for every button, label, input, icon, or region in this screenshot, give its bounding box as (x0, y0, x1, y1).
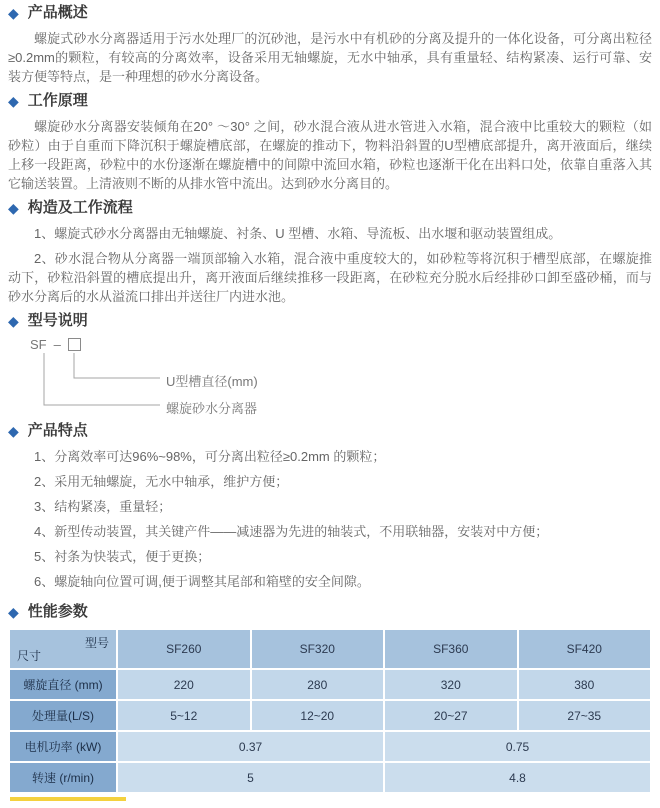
model-column-header: SF420 (519, 630, 651, 668)
corner-size-label: 尺寸 (17, 649, 42, 663)
section-title: 型号说明 (27, 312, 88, 329)
section-heading-structure (8, 199, 652, 217)
table-cell-merged: 0.37 (118, 732, 383, 761)
table-corner-cell (10, 630, 116, 668)
feature-item: 3、结构紧凑，重量轻； (34, 499, 172, 514)
table-row (10, 670, 650, 699)
row-label: 处理量(L/S) (10, 701, 116, 730)
diamond-bullet-icon: ◆ (8, 93, 19, 109)
bottom-yellow-strip (10, 797, 126, 801)
section-heading-principle (8, 92, 652, 110)
section-heading-overview (8, 4, 652, 22)
table-cell: 5~12 (118, 701, 250, 730)
performance-table (8, 628, 652, 794)
callout-lines (8, 337, 648, 417)
section-title: 工作原理 (27, 92, 88, 109)
section-title: 性能参数 (27, 603, 88, 620)
section-title: 产品特点 (27, 422, 88, 439)
table-cell-merged: 4.8 (385, 763, 650, 792)
table-cell: 280 (252, 670, 384, 699)
section-title: 产品概述 (27, 4, 88, 21)
table-cell-merged: 0.75 (385, 732, 650, 761)
box-callout-label: U型槽直径(mm) (166, 374, 258, 389)
corner-model-label: 型号 (84, 636, 109, 650)
feature-item: 5、衬条为快装式，便于更换； (34, 549, 211, 564)
row-label: 电机功率 (kW) (10, 732, 116, 761)
diamond-bullet-icon: ◆ (8, 5, 19, 21)
row-label: 转速 (r/min) (10, 763, 116, 792)
model-code-diagram (8, 337, 652, 417)
diamond-bullet-icon: ◆ (8, 604, 19, 620)
model-code (30, 337, 81, 352)
table-cell: 20~27 (385, 701, 517, 730)
model-column-header: SF360 (385, 630, 517, 668)
feature-item: 1、分离效率可达96%~98%，可分离出粒径≥0.2mm 的颗粒； (34, 449, 386, 464)
structure-item: 1、螺旋式砂水分离器由无轴螺旋、衬条、U 型槽、水箱、导流板、出水堰和驱动装置组成。 (34, 226, 562, 241)
row-label: 螺旋直径 (mm) (10, 670, 116, 699)
table-cell: 380 (519, 670, 651, 699)
feature-item: 6、螺旋轴向位置可调,便于调整其尾部和箱壁的安全间隙。 (34, 574, 370, 589)
table-cell: 27~35 (519, 701, 651, 730)
feature-item: 4、新型传动装置，其关键产件——减速器为先进的轴装式，不用联轴器，安装对中方便； (34, 524, 549, 539)
diamond-bullet-icon: ◆ (8, 423, 19, 439)
prefix-callout-label: 螺旋砂水分离器 (166, 401, 258, 416)
model-dash: – (53, 337, 61, 352)
diamond-bullet-icon: ◆ (8, 313, 19, 329)
section-title: 构造及工作流程 (27, 199, 133, 216)
table-cell: 220 (118, 670, 250, 699)
overview-paragraph: 螺旋式砂水分离器适用于污水处理厂的沉砂池，是污水中有机砂的分离及提升的一体化设备，可分离出粒径≥0.2mm的颗粒，有较高的分离效率，设备采用无轴螺旋，无水中轴承，具有重量轻、结构紧凑、运行可靠、安装方便等特点，是一种理想的砂水分离设备。 (8, 31, 652, 84)
table-header-row (10, 630, 650, 668)
section-heading-features (8, 422, 652, 440)
table-cell: 320 (385, 670, 517, 699)
model-column-header: SF260 (118, 630, 250, 668)
model-column-header: SF320 (252, 630, 384, 668)
table-row (10, 701, 650, 730)
model-prefix: SF (30, 337, 47, 352)
section-heading-model (8, 312, 652, 330)
section-heading-performance (8, 603, 652, 621)
principle-paragraph: 螺旋砂水分离器安装倾角在20° ～30° 之间，砂水混合液从进水管进入水箱，混合液中比重较大的颗粒（如砂粒）由于自重而下降沉积于螺旋槽底部，在螺旋的推动下，物料沿斜置的U型槽底部提升，离开液面后，继续上移一段距离，砂粒中的水份逐渐在螺旋槽中的间隙中流回水箱，砂粒也逐渐干化在出料口处，依靠自重落入其它输送装置。上清液则不断的从排水管中流出。达到砂水分离目的。 (8, 119, 652, 191)
table-cell: 12~20 (252, 701, 384, 730)
table-row (10, 763, 650, 792)
table-cell-merged: 5 (118, 763, 383, 792)
table-row (10, 732, 650, 761)
feature-item: 2、采用无轴螺旋，无水中轴承，维护方便； (34, 474, 289, 489)
model-size-box-icon (68, 338, 81, 351)
structure-item: 2、砂水混合物从分离器一端顶部输入水箱，混合液中重度较大的，如砂粒等将沉积于槽型底部，在螺旋推动下，砂粒沿斜置的槽底提出升，离开液面后继续推移一段距离，在砂粒充分脱水后经排砂口卸至盛砂桶，而与砂水分离后的水从溢流口排出并送往厂内进水池。 (8, 251, 652, 304)
diamond-bullet-icon: ◆ (8, 200, 19, 216)
